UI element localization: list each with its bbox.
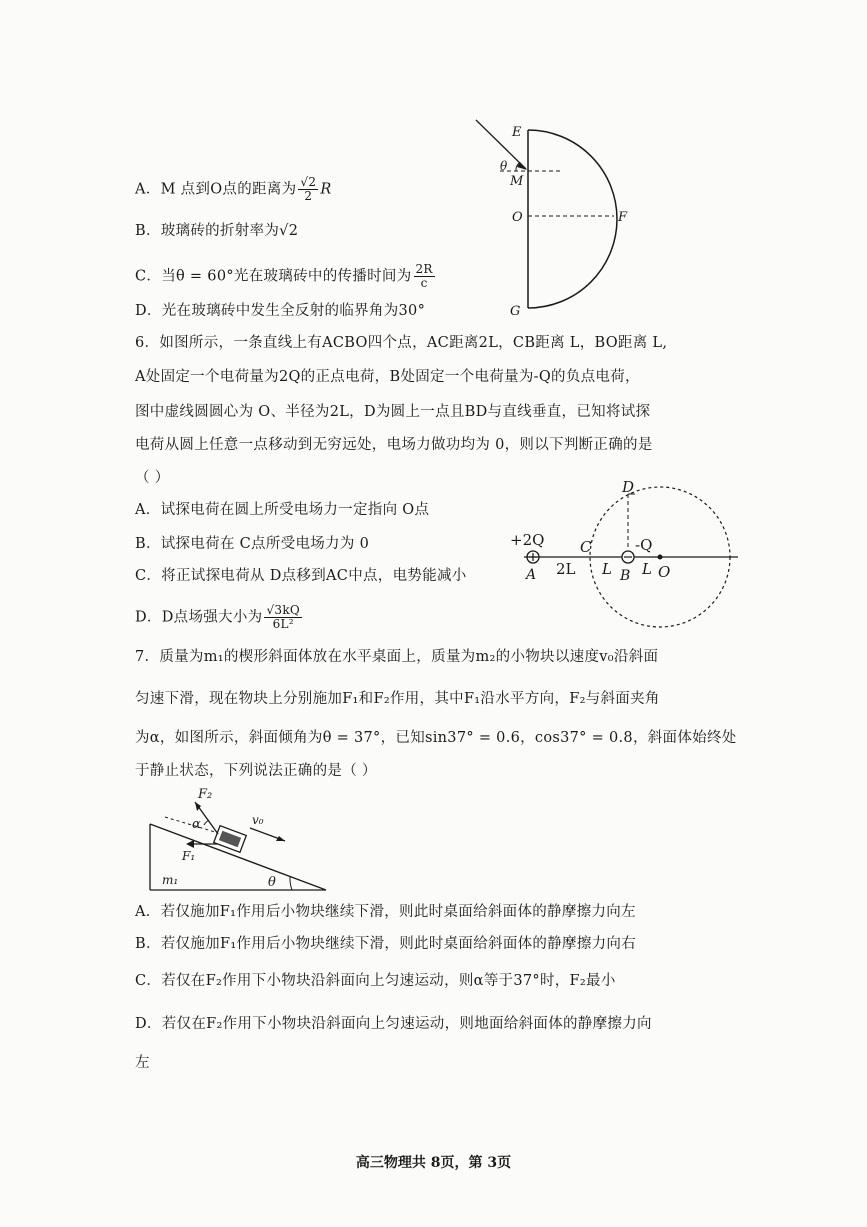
q6-stem-line-4: 电荷从圆上任意一点移动到无穷远处，电场力做功均为 0，则以下判断正确的是 [135, 437, 653, 453]
q5-label-g: G [510, 304, 521, 319]
q6-label-bo-l: L [642, 560, 652, 578]
q7-stem-line-3: 为α，如图所示，斜面倾角为θ = 37°，已知sin37° = 0.6，cos37° = 0.8，斜面体始终处 [135, 730, 737, 746]
q6-label-2l: 2L [556, 560, 576, 578]
q5-label-e: E [512, 125, 522, 140]
q5-option-b: B．玻璃砖的折射率为√2 [135, 223, 299, 239]
q7-stem-line-1: 7．质量为m₁的楔形斜面体放在水平桌面上，质量为m₂的小物块以速度v₀沿斜面 [135, 649, 659, 665]
q6-stem-line-3: 图中虚线圆圆心为 O、半径为2L，D为圆上一点且BD与直线垂直，已知将试探 [135, 404, 651, 420]
q6-label-cb-l: L [602, 560, 612, 578]
q6-label-d: D [622, 478, 635, 496]
q7-option-d-line-1: D．若仅在F₂作用下小物块沿斜面向上匀速运动，则地面给斜面体的静摩擦力向 [135, 1016, 652, 1032]
q7-label-f1: F₁ [182, 849, 196, 863]
q7-option-b: B．若仅施加F₁作用后小物块继续下滑，则此时桌面给斜面体的静摩擦力向右 [135, 936, 637, 952]
q5-option-c: C．当θ = 60°光在玻璃砖中的传播时间为 $\frac{2R}{c}$ [135, 262, 433, 290]
q5-semicircle-figure [470, 118, 630, 318]
q6-option-d: D．D点场强大小为 $\frac{√3kQ}{\text{6L²}}$ [135, 603, 301, 631]
q6-label-c: C [580, 538, 592, 556]
q7-label-m1: m₁ [162, 873, 179, 887]
q7-stem-line-4: 于静止状态，下列说法正确的是（ ） [135, 763, 377, 779]
q7-stem-line-2: 匀速下滑，现在物块上分别施加F₁和F₂作用，其中F₁沿水平方向，F₂与斜面夹角 [135, 691, 660, 707]
q7-option-c: C．若仅在F₂作用下小物块沿斜面向上匀速运动，则α等于37°时，F₂最小 [135, 973, 616, 989]
q6-option-c: C．将正试探电荷从 D点移到AC中点，电势能减小 [135, 568, 467, 584]
q6-answer-bracket: （ ） [135, 470, 170, 486]
q7-incline-figure [140, 784, 340, 894]
q6-label-o: O [658, 563, 671, 581]
q7-option-d-line-2: 左 [135, 1055, 150, 1071]
q6-label-minus-q: -Q [635, 536, 653, 554]
q5-label-o: O [512, 210, 523, 225]
page-footer: 高三物理共 8页，第 3页 [355, 1155, 512, 1171]
q6-stem-line-1: 6．如图所示，一条直线上有ACBO四个点，AC距离2L，CB距离 L，BO距离 L, [135, 335, 668, 351]
q6-option-b: B．试探电荷在 C点所受电场力为 0 [135, 536, 370, 552]
q5-label-m: M [510, 174, 524, 189]
q6-label-a: A [526, 567, 537, 583]
q5-label-theta: θ [500, 159, 508, 173]
q6-stem-line-2: A处固定一个电荷量为2Q的正点电荷，B处固定一个电荷量为-Q的负点电荷， [135, 369, 640, 385]
q7-label-theta: θ [268, 875, 276, 890]
q7-label-v0: v₀ [252, 813, 264, 827]
q6-label-b: B [620, 568, 631, 584]
q5-label-f: F [618, 210, 628, 225]
q5-option-d: D．光在玻璃砖中发生全反射的临界角为30° [135, 303, 426, 319]
q6-charges-figure [508, 478, 748, 638]
q7-label-alpha: α [192, 817, 201, 832]
q6-option-a: A．试探电荷在圆上所受电场力一定指向 O点 [135, 502, 430, 518]
q7-label-f2: F₂ [198, 787, 213, 802]
q6-label-plus-2q: +2Q [510, 531, 545, 549]
q7-option-a: A．若仅施加F₁作用后小物块继续下滑，则此时桌面给斜面体的静摩擦力向左 [135, 904, 636, 920]
q5-option-a: A．M 点到O点的距离为 $\frac{√2}{2}$ R [135, 175, 332, 203]
